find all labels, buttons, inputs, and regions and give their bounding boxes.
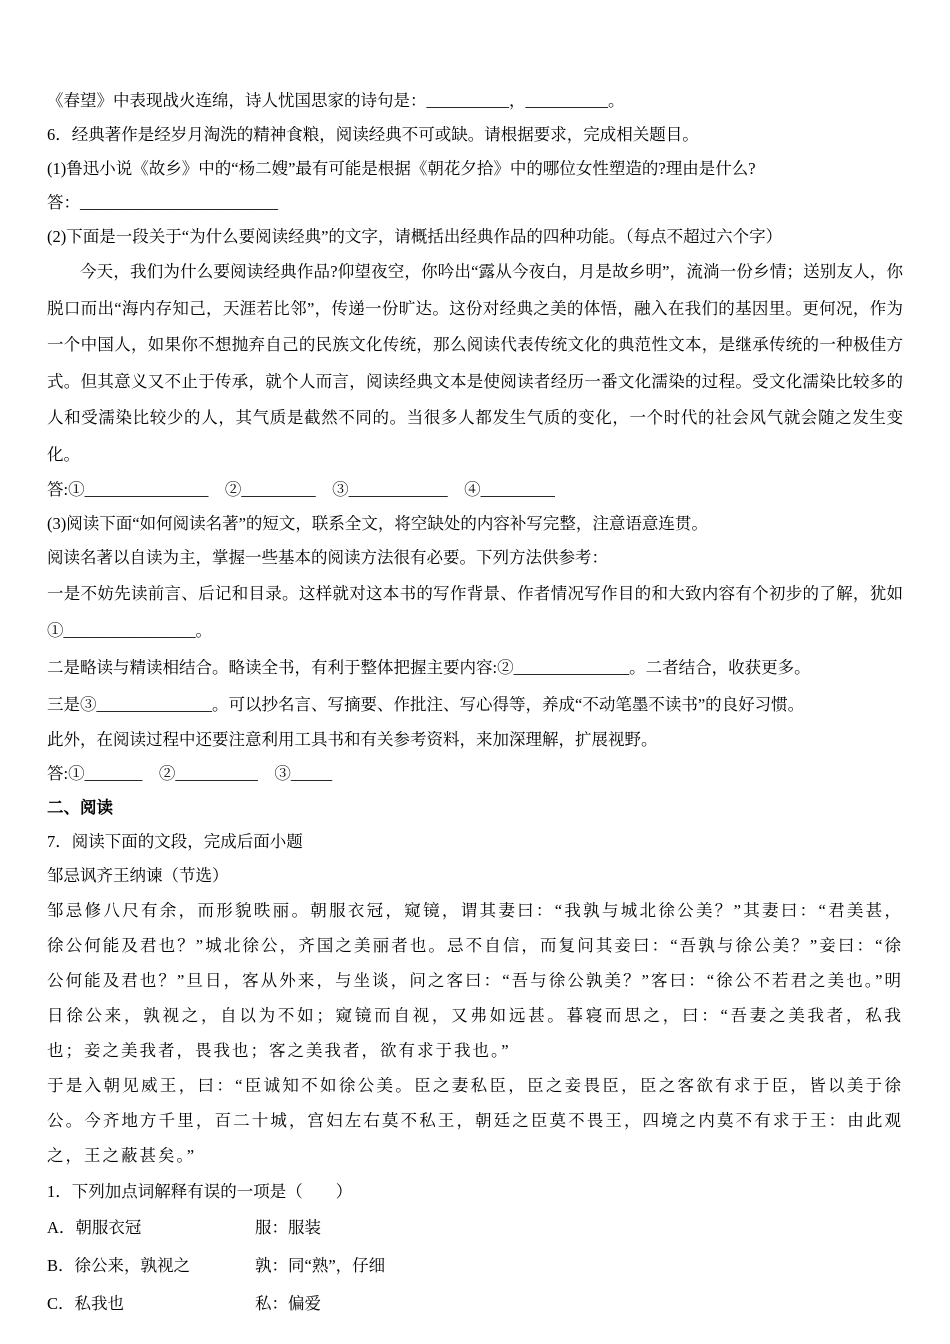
q6-part3-intro: 阅读名著以自读为主，掌握一些基本的阅读方法很有必要。下列方法供参考： — [47, 548, 608, 567]
q6-part3-method-3: 三是③______________。可以抄名言、写摘要、作批注、写心得等，养成“不动笔墨不读书”的良好习惯。 — [47, 695, 805, 714]
q6-part1-question: (1)鲁迅小说《故乡》中的“杨二嫂”最有可能是根据《朝花夕拾》中的哪位女性塑造的?理由是什么? — [47, 159, 756, 178]
q6-part2-answer-line: 答:①_______________ ②_________ ③____________ ④_________ — [47, 480, 555, 499]
option-term: A．朝服衣冠 — [47, 1218, 142, 1237]
poem-fill-blank-line: 《春望》中表现战火连绵，诗人忧国思家的诗句是：__________，__________。 — [47, 91, 625, 110]
option-row-a — [47, 1209, 903, 1247]
option-row-c — [47, 1285, 903, 1323]
section-2-heading: 二、阅读 — [47, 798, 113, 817]
q7-passage-paragraph-2: 于是入朝见威王，曰：“臣诚知不如徐公美。臣之妻私臣，臣之妾畏臣，臣之客欲有求于臣，皆以美于徐公。今齐地方千里，百二十城，宫妇左右莫不私王，朝廷之臣莫不畏王，四境之内莫不有求于王：由此观之，王之蔽甚矣。” — [47, 1076, 903, 1165]
option-row-b — [47, 1247, 903, 1285]
option-explanation: 服：服装 — [255, 1218, 321, 1237]
q7-sub1-stem: 1．下列加点词解释有误的一项是（ ） — [47, 1182, 353, 1201]
q6-part2-question: (2)下面是一段关于“为什么要阅读经典”的文字，请概括出经典作品的四种功能。（每点不超过六个字） — [47, 227, 783, 246]
q6-part3-method-1: 一是不妨先读前言、后记和目录。这样就对这本书的写作背景、作者情况写作目的和大致内容有个初步的了解，犹如①________________。 — [47, 584, 903, 640]
q6-part3-method-2: 二是略读与精读相结合。略读全书，有利于整体把握主要内容:②______________。二者结合，收获更多。 — [47, 658, 811, 677]
option-explanation: 孰：同“熟”，仔细 — [255, 1256, 386, 1275]
q6-part3-note: 此外，在阅读过程中还要注意利用工具书和有关参考资料，来加深理解，扩展视野。 — [47, 730, 658, 749]
q7-passage-paragraph-1: 邹忌修八尺有余，而形貌昳丽。朝服衣冠，窥镜，谓其妻曰：“我孰与城北徐公美？”其妻曰：“君美甚，徐公何能及君也？”城北徐公，齐国之美丽者也。忌不自信，而复问其妾曰：“吾孰与徐公美？”妾曰：“徐公何能及君也？”旦日，客从外来，与坐谈，问之客曰：“吾与徐公孰美？”客曰：“徐公不若君之美也。”明日徐公来，孰视之，自以为不如；窥镜而自视，又弗如远甚。暮寝而思之，曰：“吾妻之美我者，私我也；妾之美我者，畏我也；客之美我者，欲有求于我也。” — [47, 901, 903, 1060]
question-7-stem: 7．阅读下面的文段，完成后面小题 — [47, 832, 303, 851]
q6-part3-question: (3)阅读下面“如何阅读名著”的短文，联系全文，将空缺处的内容补写完整，注意语意连贯。 — [47, 514, 708, 533]
q6-part2-passage: 今天，我们为什么要阅读经典作品?仰望夜空，你吟出“露从今夜白，月是故乡明”，流淌一份乡情；送别友人，你脱口而出“海内存知己，天涯若比邻”，传递一份旷达。这份对经典之美的体悟，融入在我们的基因里。更何况，作为一个中国人，如果你不想抛弃自己的民族文化传统，那么阅读代表传统文化的典范性文本，是继承传统的一种极佳方式。但其意义又不止于传承，就个人而言，阅读经典文本是使阅读者经历一番文化濡染的过程。受文化濡染比较多的人和受濡染比较少的人，其气质是截然不同的。当很多人都发生气质的变化，一个时代的社会风气就会随之发生变化。 — [47, 262, 903, 464]
question-6-stem: 6．经典著作是经岁月淘洗的精神食粮，阅读经典不可或缺。请根据要求，完成相关题目。 — [47, 125, 699, 144]
q7-passage-title: 邹忌讽齐王纳谏（节选） — [47, 866, 229, 885]
option-explanation: 私：偏爱 — [255, 1294, 321, 1313]
option-term: C．私我也 — [47, 1294, 125, 1313]
q6-part3-answer-line: 答:①_______ ②__________ ③_____ — [47, 764, 333, 783]
option-term: B．徐公来，孰视之 — [47, 1256, 191, 1275]
q6-part1-answer-line: 答：________________________ — [47, 193, 278, 212]
